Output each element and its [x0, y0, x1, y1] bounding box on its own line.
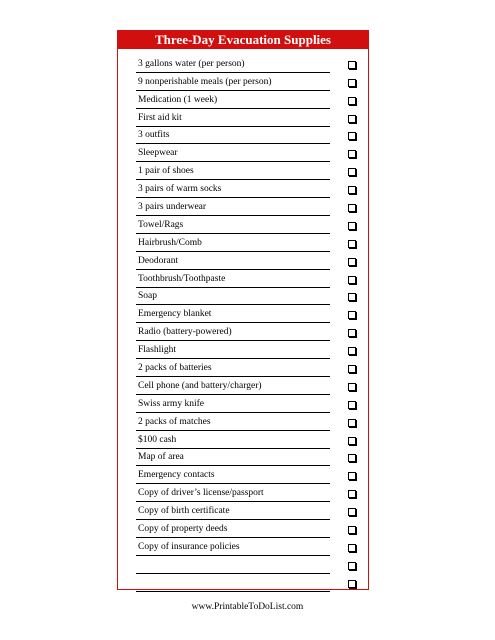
checklist-line — [136, 484, 330, 502]
checklist-item-label: 3 pairs of warm socks — [138, 184, 222, 195]
checklist-item-label: 2 packs of matches — [138, 416, 211, 427]
checkbox-icon[interactable] — [348, 258, 356, 266]
checklist-line — [136, 538, 330, 556]
checkbox-icon[interactable] — [348, 240, 356, 248]
checklist-line — [136, 556, 330, 574]
checklist-item-label: Emergency contacts — [138, 470, 215, 481]
checkbox-icon[interactable] — [348, 365, 356, 373]
checklist-row — [118, 252, 368, 270]
checklist-line — [136, 341, 330, 359]
checkbox-icon[interactable] — [348, 132, 356, 140]
checklist-row — [118, 144, 368, 162]
checklist-item-label: Soap — [138, 291, 157, 302]
checklist-line — [136, 73, 330, 91]
checkbox-icon[interactable] — [348, 150, 356, 158]
checklist-row — [118, 180, 368, 198]
checkbox-icon[interactable] — [348, 472, 356, 480]
checklist-line — [136, 520, 330, 538]
checklist-line — [136, 502, 330, 520]
checklist-row — [118, 323, 368, 341]
checklist-row — [118, 270, 368, 288]
checklist-item-label: 2 packs of batteries — [138, 363, 212, 374]
checklist-row — [118, 520, 368, 538]
footer-website: www.PrintableToDoList.com — [191, 602, 304, 612]
checklist-row — [118, 288, 368, 306]
checklist-row — [118, 305, 368, 323]
checklist-line — [136, 252, 330, 270]
checklist-item-label: 9 nonperishable meals (per person) — [138, 76, 272, 87]
checklist-item-label: Flashlight — [138, 345, 177, 356]
checklist-row — [118, 359, 368, 377]
checkbox-icon[interactable] — [348, 383, 356, 391]
checkbox-icon[interactable] — [348, 204, 356, 212]
checklist-row — [118, 449, 368, 467]
checklist-item-label: $100 cash — [138, 434, 177, 445]
checkbox-icon[interactable] — [348, 311, 356, 319]
checklist-row — [118, 395, 368, 413]
checklist-line — [136, 198, 330, 216]
checklist-row — [118, 127, 368, 145]
checkbox-icon[interactable] — [348, 97, 356, 105]
checklist-line — [136, 180, 330, 198]
checkbox-icon[interactable] — [348, 419, 356, 427]
checklist-item-label: 3 gallons water (per person) — [138, 58, 245, 69]
checklist-line — [136, 55, 330, 73]
checklist-item-label: 3 outfits — [138, 130, 170, 141]
checklist-item-label: Deodorant — [138, 255, 179, 266]
checkbox-icon[interactable] — [348, 276, 356, 284]
checklist-item-label: Copy of property deeds — [138, 524, 228, 535]
checklist-row — [118, 162, 368, 180]
checklist-row — [118, 538, 368, 556]
checklist-line — [136, 287, 330, 305]
checklist-line — [136, 359, 330, 377]
checklist-row — [118, 109, 368, 127]
checkbox-icon[interactable] — [348, 186, 356, 194]
checklist-rows — [118, 55, 368, 592]
checkbox-icon[interactable] — [348, 580, 356, 588]
checklist-item-label: Toothbrush/Toothpaste — [138, 273, 226, 284]
checkbox-icon[interactable] — [348, 401, 356, 409]
checkbox-icon[interactable] — [348, 61, 356, 69]
checklist-item-label: Hairbrush/Comb — [138, 237, 202, 248]
checklist-row — [118, 55, 368, 73]
checklist-row — [118, 341, 368, 359]
checkbox-icon[interactable] — [348, 168, 356, 176]
checkbox-icon[interactable] — [348, 329, 356, 337]
checklist-item-label: Swiss army knife — [138, 398, 204, 409]
checkbox-icon[interactable] — [348, 454, 356, 462]
checklist-line — [136, 377, 330, 395]
checklist-row — [118, 484, 368, 502]
checklist-row — [118, 91, 368, 109]
checklist-title: Three-Day Evacuation Supplies — [118, 31, 368, 49]
checklist-line — [136, 395, 330, 413]
checklist-row — [118, 198, 368, 216]
checkbox-icon[interactable] — [348, 437, 356, 445]
checkbox-icon[interactable] — [348, 544, 356, 552]
checklist-item-label: Cell phone (and battery/charger) — [138, 380, 262, 391]
checklist-row — [118, 377, 368, 395]
checklist-line — [136, 466, 330, 484]
checkbox-icon[interactable] — [348, 115, 356, 123]
checklist-item-label: Copy of birth certificate — [138, 506, 230, 517]
checklist-line — [136, 109, 330, 127]
checklist-line — [136, 270, 330, 288]
checkbox-icon[interactable] — [348, 508, 356, 516]
checklist-item-label: 1 pair of shoes — [138, 166, 194, 177]
checklist-line — [136, 305, 330, 323]
checklist-line — [136, 91, 330, 109]
checklist-row — [118, 466, 368, 484]
checklist-line — [136, 431, 330, 449]
checklist-item-label: Radio (battery-powered) — [138, 327, 232, 338]
checklist-frame — [117, 30, 369, 590]
checklist-item-label: 3 pairs underwear — [138, 202, 207, 213]
checklist-line — [136, 323, 330, 341]
checklist-row — [118, 73, 368, 91]
checklist-row — [118, 502, 368, 520]
checkbox-icon[interactable] — [348, 79, 356, 87]
checklist-item-label: Sleepwear — [138, 148, 178, 159]
checklist-item-label: Medication (1 week) — [138, 94, 218, 105]
checkbox-icon[interactable] — [348, 526, 356, 534]
checklist-line — [136, 126, 330, 144]
checklist-item-label: Copy of insurance policies — [138, 541, 240, 552]
checklist-item-label: Emergency blanket — [138, 309, 212, 320]
checklist-line — [136, 216, 330, 234]
checklist-line — [136, 574, 330, 592]
checklist-line — [136, 448, 330, 466]
checklist-item-label: Map of area — [138, 452, 184, 463]
checkbox-icon[interactable] — [348, 293, 356, 301]
checkbox-icon[interactable] — [348, 222, 356, 230]
checklist-row — [118, 574, 368, 592]
checklist-line — [136, 234, 330, 252]
checklist-item-label: First aid kit — [138, 112, 182, 123]
checklist-row — [118, 556, 368, 574]
checkbox-icon[interactable] — [348, 562, 356, 570]
checklist-line — [136, 144, 330, 162]
checklist-row — [118, 431, 368, 449]
checkbox-icon[interactable] — [348, 347, 356, 355]
checklist-row — [118, 234, 368, 252]
checkbox-icon[interactable] — [348, 490, 356, 498]
checklist-line — [136, 162, 330, 180]
checklist-line — [136, 413, 330, 431]
checklist-item-label: Towel/Rags — [138, 219, 184, 230]
checklist-row — [118, 216, 368, 234]
checklist-item-label: Copy of driver’s license/passport — [138, 488, 264, 499]
checklist-row — [118, 413, 368, 431]
